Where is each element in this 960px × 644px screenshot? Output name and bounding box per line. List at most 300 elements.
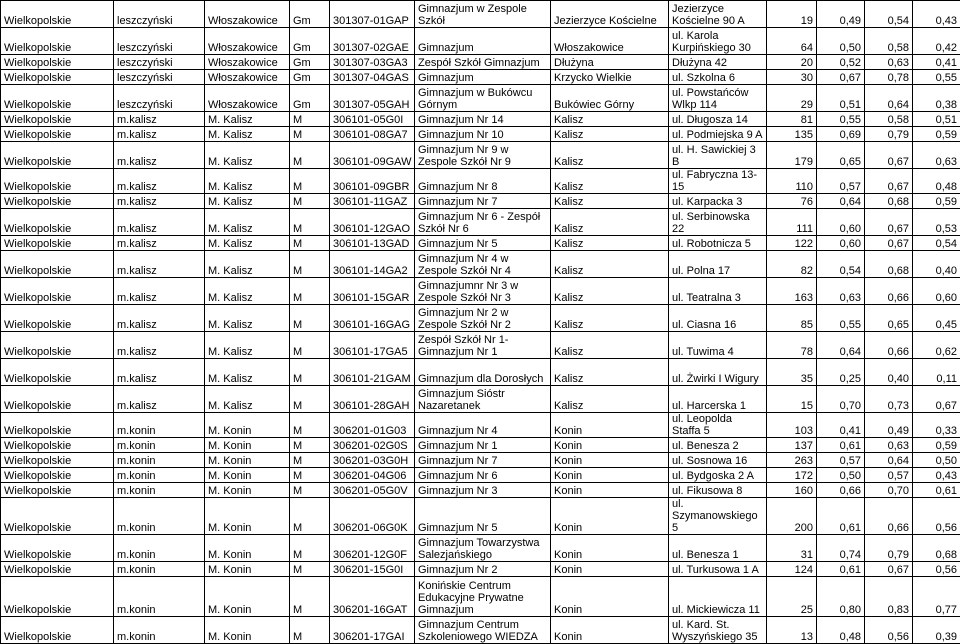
cell-address[interactable]: ul. Polna 17: [669, 251, 767, 278]
cell-score-b[interactable]: 0,55: [913, 70, 960, 85]
cell-locality[interactable]: Konin: [551, 438, 669, 453]
cell-score-b[interactable]: 0,39: [913, 617, 960, 644]
cell-commune-type[interactable]: M: [290, 386, 330, 413]
cell-commune-type[interactable]: M: [290, 251, 330, 278]
cell-address[interactable]: ul. Turkusowa 1 A: [669, 562, 767, 577]
cell-locality[interactable]: Konin: [551, 617, 669, 644]
cell-address[interactable]: ul. Ciasna 16: [669, 305, 767, 332]
cell-school-code[interactable]: 306201-05G0V: [330, 483, 415, 498]
cell-district[interactable]: m.kalisz: [114, 359, 205, 386]
cell-school-name[interactable]: Gimnazjum w Bukówcu Górnym: [415, 85, 551, 112]
cell-commune-type[interactable]: Gm: [290, 70, 330, 85]
cell-commune[interactable]: M. Kalisz: [205, 127, 290, 142]
cell-district[interactable]: m.kalisz: [114, 209, 205, 236]
cell-score-a[interactable]: 0,64: [865, 85, 913, 112]
cell-district[interactable]: leszczyński: [114, 1, 205, 28]
cell-score-b[interactable]: 0,40: [913, 251, 960, 278]
cell-locality[interactable]: Kalisz: [551, 127, 669, 142]
cell-school-name[interactable]: Gimnazjum Nr 9 w Zespole Szkół Nr 9: [415, 142, 551, 169]
cell-score-b[interactable]: 0,33: [913, 413, 960, 438]
cell-score-total[interactable]: 0,65: [817, 142, 865, 169]
cell-locality[interactable]: Włoszakowice: [551, 28, 669, 55]
cell-district[interactable]: m.konin: [114, 413, 205, 438]
cell-student-count[interactable]: 20: [767, 55, 817, 70]
cell-district[interactable]: m.konin: [114, 483, 205, 498]
cell-voivodeship[interactable]: Wielkopolskie: [1, 55, 114, 70]
cell-score-total[interactable]: 0,61: [817, 498, 865, 535]
cell-voivodeship[interactable]: Wielkopolskie: [1, 359, 114, 386]
cell-score-a[interactable]: 0,67: [865, 236, 913, 251]
cell-score-b[interactable]: 0,43: [913, 468, 960, 483]
cell-voivodeship[interactable]: Wielkopolskie: [1, 85, 114, 112]
cell-address[interactable]: ul. Mickiewicza 11: [669, 577, 767, 617]
cell-student-count[interactable]: 110: [767, 169, 817, 194]
cell-commune-type[interactable]: M: [290, 142, 330, 169]
cell-score-total[interactable]: 0,80: [817, 577, 865, 617]
cell-score-total[interactable]: 0,60: [817, 236, 865, 251]
cell-school-name[interactable]: Konińskie Centrum Edukacyjne Prywatne Gimnazjum: [415, 577, 551, 617]
cell-score-a[interactable]: 0,49: [865, 413, 913, 438]
cell-score-b[interactable]: 0,53: [913, 209, 960, 236]
cell-school-name[interactable]: Gimnazjum Nr 10: [415, 127, 551, 142]
cell-score-a[interactable]: 0,63: [865, 438, 913, 453]
cell-student-count[interactable]: 64: [767, 28, 817, 55]
cell-locality[interactable]: Kalisz: [551, 386, 669, 413]
cell-score-b[interactable]: 0,43: [913, 1, 960, 28]
cell-student-count[interactable]: 122: [767, 236, 817, 251]
cell-school-name[interactable]: Gimnazjum Nr 7: [415, 194, 551, 209]
cell-score-b[interactable]: 0,45: [913, 305, 960, 332]
cell-locality[interactable]: Bukówiec Górny: [551, 85, 669, 112]
cell-school-name[interactable]: Gimnazjum Nr 2: [415, 562, 551, 577]
cell-voivodeship[interactable]: Wielkopolskie: [1, 483, 114, 498]
cell-school-code[interactable]: 306101-28GAH: [330, 386, 415, 413]
cell-school-name[interactable]: Gimnazjum Nr 4 w Zespole Szkół Nr 4: [415, 251, 551, 278]
cell-commune-type[interactable]: M: [290, 278, 330, 305]
cell-score-a[interactable]: 0,57: [865, 468, 913, 483]
cell-commune-type[interactable]: M: [290, 209, 330, 236]
cell-voivodeship[interactable]: Wielkopolskie: [1, 535, 114, 562]
cell-school-name[interactable]: Gimnazjum Towarzystwa Salezjańskiego: [415, 535, 551, 562]
cell-address[interactable]: Dłużyna 42: [669, 55, 767, 70]
cell-commune[interactable]: Włoszakowice: [205, 70, 290, 85]
cell-score-b[interactable]: 0,63: [913, 142, 960, 169]
cell-score-b[interactable]: 0,51: [913, 112, 960, 127]
cell-score-total[interactable]: 0,51: [817, 85, 865, 112]
cell-commune-type[interactable]: M: [290, 535, 330, 562]
cell-address[interactable]: ul. Fikusowa 8: [669, 483, 767, 498]
cell-commune[interactable]: M. Kalisz: [205, 194, 290, 209]
cell-commune[interactable]: M. Konin: [205, 617, 290, 644]
cell-student-count[interactable]: 200: [767, 498, 817, 535]
cell-school-name[interactable]: Gimnazjumnr Nr 3 w Zespole Szkół Nr 3: [415, 278, 551, 305]
cell-score-total[interactable]: 0,55: [817, 112, 865, 127]
cell-school-name[interactable]: Gimnazjum Nr 5: [415, 498, 551, 535]
cell-district[interactable]: m.konin: [114, 562, 205, 577]
cell-locality[interactable]: Dłużyna: [551, 55, 669, 70]
cell-locality[interactable]: Kalisz: [551, 332, 669, 359]
cell-address[interactable]: ul. Fabryczna 13-15: [669, 169, 767, 194]
cell-student-count[interactable]: 76: [767, 194, 817, 209]
cell-score-b[interactable]: 0,67: [913, 386, 960, 413]
cell-voivodeship[interactable]: Wielkopolskie: [1, 332, 114, 359]
cell-commune-type[interactable]: M: [290, 453, 330, 468]
cell-score-b[interactable]: 0,59: [913, 127, 960, 142]
cell-district[interactable]: m.kalisz: [114, 127, 205, 142]
cell-score-b[interactable]: 0,42: [913, 28, 960, 55]
cell-score-a[interactable]: 0,79: [865, 535, 913, 562]
cell-locality[interactable]: Kalisz: [551, 142, 669, 169]
cell-school-name[interactable]: Gimnazjum Nr 3: [415, 483, 551, 498]
cell-school-name[interactable]: Gimnazjum: [415, 28, 551, 55]
cell-commune[interactable]: Włoszakowice: [205, 28, 290, 55]
cell-address[interactable]: ul. Podmiejska 9 A: [669, 127, 767, 142]
cell-district[interactable]: m.kalisz: [114, 278, 205, 305]
cell-school-code[interactable]: 301307-02GAE: [330, 28, 415, 55]
cell-school-name[interactable]: Zespół Szkół Gimnazjum: [415, 55, 551, 70]
cell-school-code[interactable]: 306101-11GAZ: [330, 194, 415, 209]
cell-commune[interactable]: Włoszakowice: [205, 85, 290, 112]
cell-score-b[interactable]: 0,56: [913, 498, 960, 535]
cell-commune[interactable]: M. Kalisz: [205, 332, 290, 359]
cell-score-total[interactable]: 0,64: [817, 194, 865, 209]
cell-district[interactable]: m.kalisz: [114, 251, 205, 278]
cell-school-code[interactable]: 306201-17GAI: [330, 617, 415, 644]
cell-score-total[interactable]: 0,49: [817, 1, 865, 28]
cell-district[interactable]: m.kalisz: [114, 169, 205, 194]
cell-score-total[interactable]: 0,69: [817, 127, 865, 142]
cell-student-count[interactable]: 82: [767, 251, 817, 278]
cell-locality[interactable]: Kalisz: [551, 169, 669, 194]
cell-school-code[interactable]: 306101-17GA5: [330, 332, 415, 359]
cell-school-code[interactable]: 306201-15G0I: [330, 562, 415, 577]
cell-locality[interactable]: Kalisz: [551, 112, 669, 127]
cell-student-count[interactable]: 31: [767, 535, 817, 562]
cell-student-count[interactable]: 135: [767, 127, 817, 142]
cell-score-total[interactable]: 0,61: [817, 562, 865, 577]
cell-student-count[interactable]: 172: [767, 468, 817, 483]
cell-locality[interactable]: Konin: [551, 577, 669, 617]
cell-district[interactable]: leszczyński: [114, 85, 205, 112]
cell-student-count[interactable]: 163: [767, 278, 817, 305]
cell-score-a[interactable]: 0,66: [865, 278, 913, 305]
cell-voivodeship[interactable]: Wielkopolskie: [1, 617, 114, 644]
cell-score-b[interactable]: 0,59: [913, 194, 960, 209]
cell-score-a[interactable]: 0,67: [865, 562, 913, 577]
cell-score-a[interactable]: 0,65: [865, 305, 913, 332]
cell-locality[interactable]: Kalisz: [551, 305, 669, 332]
cell-address[interactable]: ul. Kard. St. Wyszyńskiego 35: [669, 617, 767, 644]
cell-school-name[interactable]: Gimnazjum Nr 4: [415, 413, 551, 438]
cell-district[interactable]: m.kalisz: [114, 305, 205, 332]
cell-commune-type[interactable]: M: [290, 498, 330, 535]
cell-student-count[interactable]: 137: [767, 438, 817, 453]
cell-address[interactable]: Jezierzyce Kościelne 90 A: [669, 1, 767, 28]
cell-district[interactable]: m.kalisz: [114, 236, 205, 251]
cell-district[interactable]: m.konin: [114, 617, 205, 644]
cell-score-total[interactable]: 0,66: [817, 483, 865, 498]
cell-score-a[interactable]: 0,67: [865, 209, 913, 236]
cell-locality[interactable]: Konin: [551, 498, 669, 535]
cell-score-b[interactable]: 0,41: [913, 55, 960, 70]
cell-commune-type[interactable]: M: [290, 112, 330, 127]
cell-score-a[interactable]: 0,40: [865, 359, 913, 386]
cell-commune-type[interactable]: Gm: [290, 55, 330, 70]
cell-student-count[interactable]: 111: [767, 209, 817, 236]
cell-voivodeship[interactable]: Wielkopolskie: [1, 169, 114, 194]
cell-score-total[interactable]: 0,41: [817, 413, 865, 438]
cell-address[interactable]: ul. Benesza 2: [669, 438, 767, 453]
cell-commune-type[interactable]: M: [290, 413, 330, 438]
cell-score-a[interactable]: 0,68: [865, 194, 913, 209]
cell-district[interactable]: leszczyński: [114, 28, 205, 55]
cell-locality[interactable]: Konin: [551, 413, 669, 438]
cell-score-a[interactable]: 0,56: [865, 617, 913, 644]
cell-school-name[interactable]: Zespół Szkół Nr 1- Gimnazjum Nr 1: [415, 332, 551, 359]
cell-commune[interactable]: M. Konin: [205, 577, 290, 617]
cell-school-name[interactable]: Gimnazjum Nr 6: [415, 468, 551, 483]
cell-address[interactable]: ul. Karola Kurpińskiego 30: [669, 28, 767, 55]
cell-commune-type[interactable]: M: [290, 438, 330, 453]
cell-score-total[interactable]: 0,52: [817, 55, 865, 70]
cell-locality[interactable]: Kalisz: [551, 209, 669, 236]
cell-voivodeship[interactable]: Wielkopolskie: [1, 70, 114, 85]
cell-district[interactable]: m.kalisz: [114, 332, 205, 359]
cell-voivodeship[interactable]: Wielkopolskie: [1, 413, 114, 438]
cell-commune[interactable]: Włoszakowice: [205, 1, 290, 28]
cell-voivodeship[interactable]: Wielkopolskie: [1, 251, 114, 278]
cell-student-count[interactable]: 29: [767, 85, 817, 112]
cell-commune[interactable]: M. Kalisz: [205, 209, 290, 236]
cell-commune[interactable]: M. Konin: [205, 468, 290, 483]
cell-school-code[interactable]: 301307-01GAP: [330, 1, 415, 28]
cell-school-code[interactable]: 306201-06G0K: [330, 498, 415, 535]
cell-school-name[interactable]: Gimnazjum Centrum Szkoleniowego WIEDZA: [415, 617, 551, 644]
cell-score-a[interactable]: 0,63: [865, 55, 913, 70]
cell-voivodeship[interactable]: Wielkopolskie: [1, 1, 114, 28]
cell-locality[interactable]: Jezierzyce Kościelne: [551, 1, 669, 28]
cell-commune-type[interactable]: M: [290, 562, 330, 577]
cell-commune[interactable]: M. Kalisz: [205, 359, 290, 386]
cell-student-count[interactable]: 19: [767, 1, 817, 28]
cell-student-count[interactable]: 85: [767, 305, 817, 332]
cell-student-count[interactable]: 35: [767, 359, 817, 386]
cell-commune-type[interactable]: M: [290, 468, 330, 483]
cell-school-name[interactable]: Gimnazjum Nr 8: [415, 169, 551, 194]
cell-voivodeship[interactable]: Wielkopolskie: [1, 142, 114, 169]
cell-school-name[interactable]: Gimnazjum w Zespole Szkół: [415, 1, 551, 28]
cell-district[interactable]: m.kalisz: [114, 194, 205, 209]
cell-school-code[interactable]: 301307-05GAH: [330, 85, 415, 112]
cell-score-a[interactable]: 0,79: [865, 127, 913, 142]
cell-score-total[interactable]: 0,50: [817, 28, 865, 55]
cell-commune[interactable]: Włoszakowice: [205, 55, 290, 70]
cell-school-code[interactable]: 306201-12G0F: [330, 535, 415, 562]
cell-address[interactable]: ul. Tuwima 4: [669, 332, 767, 359]
cell-commune[interactable]: M. Kalisz: [205, 386, 290, 413]
cell-score-a[interactable]: 0,66: [865, 332, 913, 359]
cell-school-code[interactable]: 301307-04GAS: [330, 70, 415, 85]
cell-voivodeship[interactable]: Wielkopolskie: [1, 438, 114, 453]
cell-commune[interactable]: M. Kalisz: [205, 251, 290, 278]
cell-score-total[interactable]: 0,70: [817, 386, 865, 413]
cell-address[interactable]: ul. Żwirki I Wigury: [669, 359, 767, 386]
cell-voivodeship[interactable]: Wielkopolskie: [1, 209, 114, 236]
cell-district[interactable]: m.kalisz: [114, 112, 205, 127]
cell-voivodeship[interactable]: Wielkopolskie: [1, 498, 114, 535]
cell-commune[interactable]: M. Konin: [205, 413, 290, 438]
cell-voivodeship[interactable]: Wielkopolskie: [1, 112, 114, 127]
cell-score-total[interactable]: 0,64: [817, 332, 865, 359]
cell-score-total[interactable]: 0,50: [817, 468, 865, 483]
cell-score-total[interactable]: 0,63: [817, 278, 865, 305]
cell-score-total[interactable]: 0,74: [817, 535, 865, 562]
cell-school-name[interactable]: Gimnazjum Nr 6 - Zespół Szkół Nr 6: [415, 209, 551, 236]
cell-score-a[interactable]: 0,67: [865, 142, 913, 169]
cell-address[interactable]: ul. H. Sawickiej 3 B: [669, 142, 767, 169]
cell-score-total[interactable]: 0,60: [817, 209, 865, 236]
cell-student-count[interactable]: 78: [767, 332, 817, 359]
cell-score-b[interactable]: 0,38: [913, 85, 960, 112]
cell-locality[interactable]: Kalisz: [551, 251, 669, 278]
cell-score-total[interactable]: 0,48: [817, 617, 865, 644]
cell-district[interactable]: m.konin: [114, 577, 205, 617]
cell-commune[interactable]: M. Konin: [205, 483, 290, 498]
cell-student-count[interactable]: 179: [767, 142, 817, 169]
cell-score-b[interactable]: 0,54: [913, 236, 960, 251]
cell-commune[interactable]: M. Kalisz: [205, 236, 290, 251]
cell-locality[interactable]: Konin: [551, 562, 669, 577]
cell-locality[interactable]: Kalisz: [551, 278, 669, 305]
cell-score-b[interactable]: 0,11: [913, 359, 960, 386]
cell-locality[interactable]: Konin: [551, 453, 669, 468]
cell-student-count[interactable]: 263: [767, 453, 817, 468]
cell-commune[interactable]: M. Kalisz: [205, 112, 290, 127]
cell-school-code[interactable]: 306101-12GAO: [330, 209, 415, 236]
cell-address[interactable]: ul. Serbinowska 22: [669, 209, 767, 236]
cell-school-code[interactable]: 306201-02G0S: [330, 438, 415, 453]
cell-voivodeship[interactable]: Wielkopolskie: [1, 278, 114, 305]
cell-district[interactable]: m.kalisz: [114, 386, 205, 413]
cell-address[interactable]: ul. Długosza 14: [669, 112, 767, 127]
cell-score-a[interactable]: 0,83: [865, 577, 913, 617]
cell-district[interactable]: m.konin: [114, 468, 205, 483]
cell-commune-type[interactable]: M: [290, 194, 330, 209]
cell-student-count[interactable]: 160: [767, 483, 817, 498]
cell-locality[interactable]: Kalisz: [551, 194, 669, 209]
cell-score-b[interactable]: 0,77: [913, 577, 960, 617]
cell-district[interactable]: m.kalisz: [114, 142, 205, 169]
cell-score-a[interactable]: 0,78: [865, 70, 913, 85]
cell-locality[interactable]: Konin: [551, 468, 669, 483]
cell-district[interactable]: m.konin: [114, 535, 205, 562]
cell-school-code[interactable]: 306201-03G0H: [330, 453, 415, 468]
cell-school-code[interactable]: 306101-16GAG: [330, 305, 415, 332]
cell-address[interactable]: ul. Robotnicza 5: [669, 236, 767, 251]
cell-student-count[interactable]: 25: [767, 577, 817, 617]
cell-school-name[interactable]: Gimnazjum Sióstr Nazaretanek: [415, 386, 551, 413]
cell-locality[interactable]: Konin: [551, 483, 669, 498]
cell-address[interactable]: ul. Karpacka 3: [669, 194, 767, 209]
cell-commune[interactable]: M. Kalisz: [205, 169, 290, 194]
cell-commune-type[interactable]: M: [290, 359, 330, 386]
cell-school-code[interactable]: 301307-03GA3: [330, 55, 415, 70]
cell-district[interactable]: leszczyński: [114, 70, 205, 85]
cell-score-total[interactable]: 0,55: [817, 305, 865, 332]
cell-school-code[interactable]: 306201-16GAT: [330, 577, 415, 617]
cell-school-name[interactable]: Gimnazjum Nr 5: [415, 236, 551, 251]
cell-school-name[interactable]: Gimnazjum Nr 2 w Zespole Szkół Nr 2: [415, 305, 551, 332]
cell-school-code[interactable]: 306201-01G03: [330, 413, 415, 438]
cell-school-name[interactable]: Gimnazjum dla Dorosłych: [415, 359, 551, 386]
cell-score-a[interactable]: 0,67: [865, 169, 913, 194]
cell-locality[interactable]: Kalisz: [551, 236, 669, 251]
cell-voivodeship[interactable]: Wielkopolskie: [1, 28, 114, 55]
cell-student-count[interactable]: 30: [767, 70, 817, 85]
cell-score-b[interactable]: 0,61: [913, 483, 960, 498]
cell-school-code[interactable]: 306101-13GAD: [330, 236, 415, 251]
cell-commune-type[interactable]: M: [290, 483, 330, 498]
cell-locality[interactable]: Kalisz: [551, 359, 669, 386]
cell-school-code[interactable]: 306101-09GBR: [330, 169, 415, 194]
cell-address[interactable]: ul. Powstańców Wlkp 114: [669, 85, 767, 112]
cell-school-code[interactable]: 306101-08GA7: [330, 127, 415, 142]
cell-commune[interactable]: M. Kalisz: [205, 278, 290, 305]
cell-voivodeship[interactable]: Wielkopolskie: [1, 236, 114, 251]
cell-school-name[interactable]: Gimnazjum: [415, 70, 551, 85]
cell-locality[interactable]: Krzycko Wielkie: [551, 70, 669, 85]
cell-address[interactable]: ul. Bydgoska 2 A: [669, 468, 767, 483]
cell-student-count[interactable]: 15: [767, 386, 817, 413]
cell-district[interactable]: leszczyński: [114, 55, 205, 70]
cell-student-count[interactable]: 13: [767, 617, 817, 644]
cell-score-a[interactable]: 0,70: [865, 483, 913, 498]
cell-score-a[interactable]: 0,73: [865, 386, 913, 413]
cell-school-code[interactable]: 306101-15GAR: [330, 278, 415, 305]
cell-commune[interactable]: M. Kalisz: [205, 305, 290, 332]
cell-commune-type[interactable]: M: [290, 577, 330, 617]
cell-school-name[interactable]: Gimnazjum Nr 1: [415, 438, 551, 453]
cell-district[interactable]: m.konin: [114, 453, 205, 468]
cell-student-count[interactable]: 103: [767, 413, 817, 438]
cell-score-a[interactable]: 0,54: [865, 1, 913, 28]
cell-score-total[interactable]: 0,57: [817, 169, 865, 194]
cell-voivodeship[interactable]: Wielkopolskie: [1, 305, 114, 332]
cell-score-total[interactable]: 0,61: [817, 438, 865, 453]
cell-commune[interactable]: M. Konin: [205, 562, 290, 577]
cell-voivodeship[interactable]: Wielkopolskie: [1, 194, 114, 209]
cell-score-b[interactable]: 0,68: [913, 535, 960, 562]
cell-school-name[interactable]: Gimnazjum Nr 7: [415, 453, 551, 468]
cell-score-b[interactable]: 0,56: [913, 562, 960, 577]
cell-score-b[interactable]: 0,59: [913, 438, 960, 453]
cell-score-b[interactable]: 0,60: [913, 278, 960, 305]
cell-commune-type[interactable]: M: [290, 332, 330, 359]
cell-district[interactable]: m.konin: [114, 498, 205, 535]
cell-score-b[interactable]: 0,62: [913, 332, 960, 359]
cell-address[interactable]: ul. Harcerska 1: [669, 386, 767, 413]
cell-address[interactable]: ul. Benesza 1: [669, 535, 767, 562]
cell-voivodeship[interactable]: Wielkopolskie: [1, 386, 114, 413]
cell-commune-type[interactable]: M: [290, 305, 330, 332]
cell-school-code[interactable]: 306201-04G06: [330, 468, 415, 483]
cell-locality[interactable]: Konin: [551, 535, 669, 562]
cell-school-code[interactable]: 306101-05G0I: [330, 112, 415, 127]
cell-commune[interactable]: M. Konin: [205, 535, 290, 562]
cell-score-total[interactable]: 0,67: [817, 70, 865, 85]
cell-score-b[interactable]: 0,48: [913, 169, 960, 194]
cell-address[interactable]: ul. Leopolda Staffa 5: [669, 413, 767, 438]
